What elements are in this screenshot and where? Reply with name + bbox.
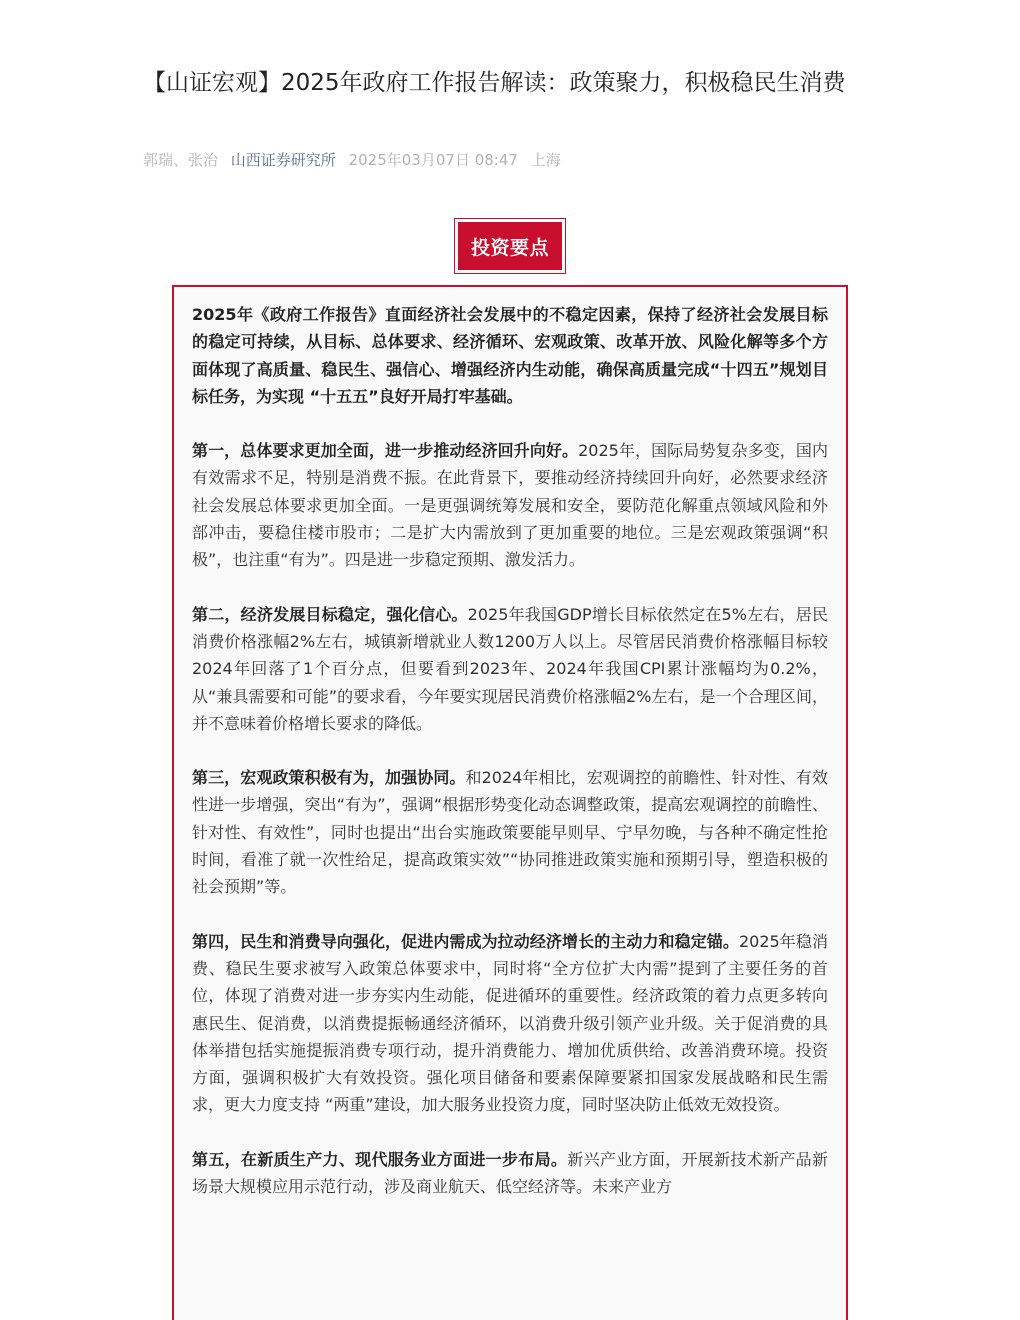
article-source-link[interactable]: 山西证券研究所 [230,151,336,169]
summary-box [172,285,848,1320]
point-body: 和2024年相比，宏观调控的前瞻性、针对性、有效性进一步增强，突出“有为”，强调“根据形势变化动态调整政策，提高宏观调控的前瞻性、针对性、有效性”，同时也提出“出台实施政策要能早则早、宁早勿晚，与各种不确定性抢时间，看准了就一次性给足，提高政策实效”“协同推进政策实施和预期引导，塑造积极的社会预期”等。 [192,768,828,897]
article-location: 上海 [530,151,561,169]
point-heading: 第四，民生和消费导向强化，促进内需成为拉动经济增长的主动力和稳定锚。 [192,931,739,951]
summary-lead: 2025年《政府工作报告》直面经济社会发展中的不稳定因素，保持了经济社会发展目标的稳定可持续，从目标、总体要求、经济循环、宏观政策、改革开放、风险化解等多个方面体现了高质量、稳民生、强信心、增强经济内生动能，确保高质量完成“十四五”规划目标任务，为实现 “十五五”良好开局打牢基础。 [192,305,828,406]
section-badge: 投资要点 [458,222,562,270]
summary-point-4 [192,928,828,1119]
summary-point-5 [192,1146,828,1201]
summary-point-3 [192,764,828,900]
point-body: 新兴产业方面，开展新技术新产品新场景大规模应用示范行动，涉及商业航天、低空经济等。未来产业方 [192,1149,828,1197]
article-meta [143,149,569,170]
point-body: 2025年稳消费、稳民生要求被写入政策总体要求中，同时将“全方位扩大内需”提到了主要任务的首位，体现了消费对进一步夯实内生动能，促进循环的重要性。经济政策的着力点更多转向惠民生、促消费，以消费提振畅通经济循环，以消费升级引领产业升级。关于促消费的具体举措包括实施提振消费专项行动，提升消费能力、增加优质供给、改善消费环境。投资方面，强调积极扩大有效投资。强化项目储备和要素保障要紧扣国家发展战略和民生需求，更大力度支持 “两重”建设，加大服务业投资力度，同时坚决防止低效无效投资。 [192,931,828,1115]
article-datetime: 2025年03月07日 08:47 [348,151,518,169]
summary-point-1 [192,437,828,573]
summary-point-2 [192,601,828,737]
article-authors: 郭瑞、张治 [143,151,219,169]
point-heading: 第三，宏观政策积极有为，加强协同。 [192,768,466,788]
point-heading: 第五，在新质生产力、现代服务业方面进一步布局。 [192,1149,568,1169]
point-body: 2025年我国GDP增长目标依然定在5%左右，居民消费价格涨幅2%左右，城镇新增就业人数1200万人以上。尽管居民消费价格涨幅目标较2024年回落了1个百分点，但要看到2023年、2024年我国CPI累计涨幅均为0.2%，从“兼具需要和可能”的要求看，今年要实现居民消费价格涨幅2%左右，是一个合理区间，并不意味着价格增长要求的降低。 [192,604,828,733]
point-body: 2025年，国际局势复杂多变，国内有效需求不足，特别是消费不振。在此背景下，要推动经济持续回升向好，必然要求经济社会发展总体要求更加全面。一是更强调统筹发展和安全，要防范化解重点领域风险和外部冲击，要稳住楼市股市；二是扩大内需放到了更加重要的地位。三是宏观政策强调“积极”，也注重“有为”。四是进一步稳定预期、激发活力。 [192,441,828,570]
point-heading: 第一，总体要求更加全面，进一步推动经济回升向好。 [192,441,579,461]
article-title: 【山证宏观】2025年政府工作报告解读：政策聚力，积极稳民生消费 [143,70,846,96]
section-badge-frame [454,218,566,274]
point-heading: 第二，经济发展目标稳定，强化信心。 [192,604,468,624]
